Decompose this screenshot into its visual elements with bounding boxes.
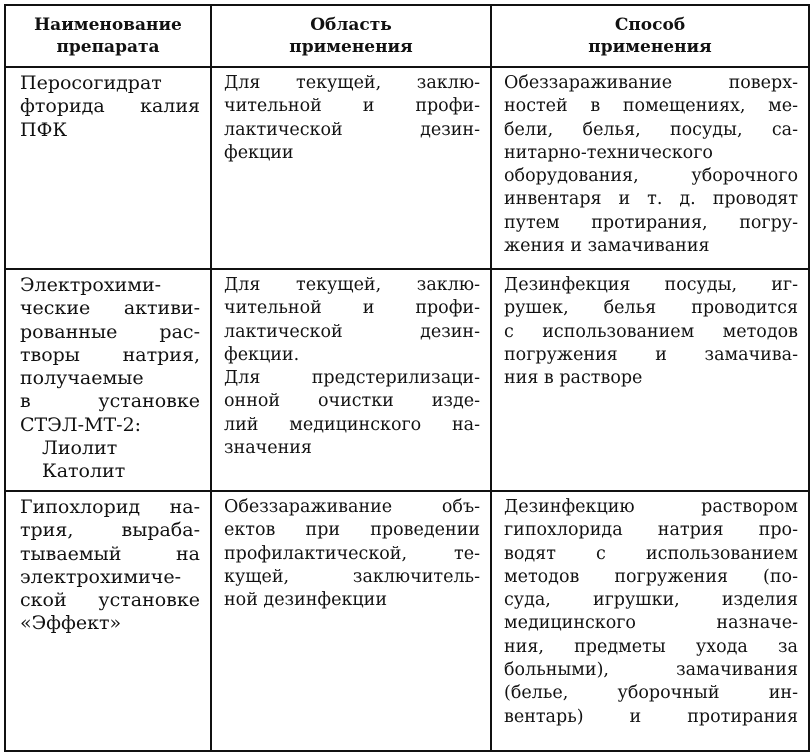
disinfectant-table — [4, 4, 810, 752]
cell-name — [5, 491, 211, 751]
cell-line: Для предстерилизаци- — [224, 368, 480, 389]
cell-line: чительной и профи- — [224, 298, 480, 319]
cell-area — [211, 491, 491, 751]
cell-line: ектов при проведении — [224, 520, 480, 541]
cell-line: онной очистки изде- — [224, 391, 480, 412]
cell-line: Для текущей, заклю- — [224, 73, 480, 93]
cell-line: жения и замачивания — [504, 236, 710, 257]
cell-line: Лиолит — [42, 437, 118, 460]
cell-line: «Эффект» — [20, 612, 122, 635]
header-area-line: Область — [310, 15, 392, 35]
cell-line: рушек, белья проводится — [504, 298, 798, 319]
cell-line: ностей в помещениях, ме- — [504, 96, 798, 117]
cell-method — [491, 269, 809, 491]
cell-line: трия, выраба- — [20, 519, 200, 542]
cell-line: значения — [224, 438, 312, 459]
header-name — [5, 5, 211, 67]
header-method-line: Способ — [614, 15, 686, 35]
cell-line: фекции. — [224, 344, 300, 365]
header-method-line: применения — [588, 37, 712, 57]
cell-line: СТЭЛ-МТ-2: — [20, 413, 142, 436]
cell-line: путем протирания, погру- — [504, 212, 798, 233]
cell-line: Пероcогидрат — [20, 72, 162, 94]
cell-method — [491, 67, 809, 269]
cell-line: медицинского назначе- — [504, 613, 798, 634]
cell-line: ческие активи- — [20, 297, 200, 320]
cell-line: вентарь) и протирания — [504, 706, 798, 727]
cell-line: Для текущей, заклю- — [224, 275, 480, 295]
cell-line: инвентаря и т. д. проводят — [504, 189, 798, 210]
header-method — [491, 5, 809, 67]
cell-line: бели, белья, посуды, са- — [504, 119, 798, 140]
cell-line: методов погружения (по- — [504, 566, 798, 587]
cell-line: ной дезинфекции — [224, 590, 388, 611]
cell-line: Электрохими- — [20, 274, 162, 296]
cell-line: тываемый на — [20, 542, 200, 565]
cell-line: водят с использованием — [504, 543, 798, 564]
cell-line: ния в растворе — [504, 368, 643, 389]
cell-method — [491, 491, 809, 751]
header-name-line: Наименование — [34, 15, 182, 35]
header-name-line: препарата — [56, 37, 160, 57]
cell-line: фторида калия — [20, 95, 200, 118]
cell-line: в установке — [20, 390, 200, 413]
cell-line: ской установке — [20, 589, 200, 612]
cell-area — [211, 67, 491, 269]
cell-line: творы натрия, — [20, 343, 200, 366]
cell-line: нитарно-технического — [504, 142, 713, 163]
cell-line: чительной и профи- — [224, 96, 480, 117]
cell-line: электрохимиче- — [20, 565, 181, 588]
cell-line: лактической дезин- — [224, 321, 480, 342]
cell-line: погружения и замачива- — [504, 344, 798, 365]
cell-name — [5, 269, 211, 491]
cell-line: с использованием методов — [504, 321, 798, 342]
cell-line: получаемые — [20, 367, 144, 390]
table-row — [5, 67, 809, 269]
cell-line: Гипохлорид на- — [20, 496, 200, 518]
cell-line: профилактической, те- — [224, 543, 480, 564]
cell-line: кущей, заключитель- — [224, 566, 480, 587]
cell-line: гипохлорида натрия про- — [504, 520, 798, 541]
header-area-line: применения — [289, 37, 413, 57]
cell-line: лактической дезин- — [224, 119, 480, 140]
cell-name — [5, 67, 211, 269]
cell-line: оборудования, уборочного — [504, 166, 798, 187]
table-row — [5, 269, 809, 491]
cell-line: Дезинфекцию раствором — [504, 497, 798, 517]
header-area — [211, 5, 491, 67]
cell-line: Католит — [42, 460, 126, 483]
cell-line: больными), замачивания — [504, 660, 798, 681]
cell-line: суда, игрушки, изделия — [504, 590, 798, 611]
cell-line: фекции — [224, 142, 294, 163]
cell-line: лий медицинского на- — [224, 414, 480, 435]
cell-line: (белье, уборочный ин- — [504, 683, 798, 704]
cell-line: Дезинфекция посуды, иг- — [504, 275, 798, 295]
table-row — [5, 491, 809, 751]
cell-line: ПФК — [20, 118, 68, 141]
cell-area — [211, 269, 491, 491]
cell-line: ния, предметы ухода за — [504, 636, 798, 657]
cell-line: рованные рас- — [20, 320, 200, 343]
header-row — [5, 5, 809, 67]
cell-line: Обеззараживание поверх- — [504, 73, 798, 93]
cell-line: Обеззараживание объ- — [224, 497, 480, 517]
